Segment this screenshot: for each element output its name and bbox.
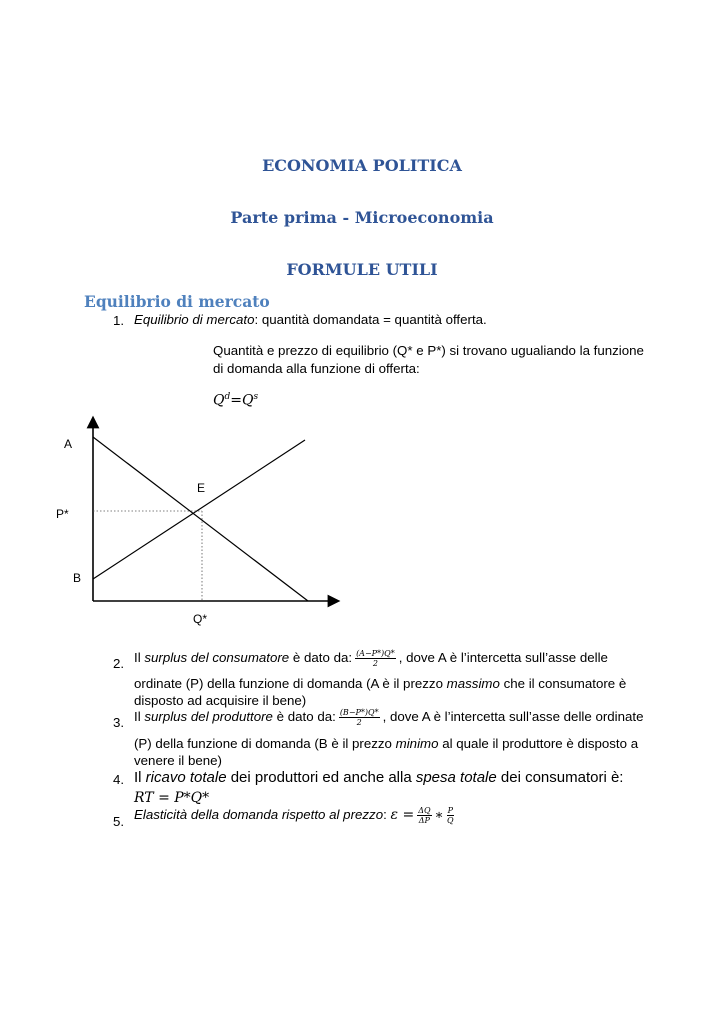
item3-mid: è dato da: xyxy=(272,709,336,725)
subtitle: FORMULE UTILI xyxy=(286,260,438,279)
item2-post: , dove A è l’intercetta sull’asse delle xyxy=(398,650,608,666)
item1-term: Equilibrio di mercato xyxy=(134,312,255,327)
item4-pre: Il xyxy=(134,769,146,786)
item3-line2 xyxy=(134,735,638,753)
epsilon-equals: ε = xyxy=(390,807,415,824)
item3-term: surplus del produttore xyxy=(144,709,273,725)
item1-rest: : quantità domandata = quantità offerta. xyxy=(254,312,487,327)
item-number: 4. xyxy=(113,772,125,787)
document-title: ECONOMIA POLITICA xyxy=(262,156,462,175)
elasticity-fraction-1 xyxy=(417,806,431,825)
item3-line1 xyxy=(134,708,644,727)
item2-line2 xyxy=(134,675,626,693)
item2-line1 xyxy=(134,649,608,668)
item4-line1 xyxy=(134,769,623,787)
item2-pre: Il xyxy=(134,650,145,666)
item4-term2: spesa totale xyxy=(415,769,497,786)
item3-pre: Il xyxy=(134,709,145,725)
frac-numerator: ΔQ xyxy=(418,806,431,815)
item3-post: , dove A è l’intercetta sull’asse delle ordinate xyxy=(382,709,644,725)
label-a: A xyxy=(64,437,73,451)
consumer-surplus-fraction xyxy=(355,649,396,668)
frac-denominator: ΔP xyxy=(418,816,430,825)
item5-colon: : xyxy=(383,807,387,823)
item5-line1 xyxy=(134,806,457,825)
label-e: E xyxy=(197,481,206,495)
label-qstar: Q* xyxy=(193,612,208,626)
total-revenue-formula: RT = P*Q* xyxy=(134,790,210,806)
formula-d: d xyxy=(224,392,231,402)
frac-numerator: P xyxy=(447,806,453,815)
elasticity-fraction-2 xyxy=(447,806,454,825)
part-title: Parte prima - Microeconomia xyxy=(230,208,494,227)
item1-paragraph-line1: Quantità e prezzo di equilibrio (Q* e P*) si trovano ugualiando la funzione xyxy=(213,343,644,358)
item1-paragraph-line2: di domanda alla funzione di offerta: xyxy=(213,361,420,376)
item2-line2-text: ordinate (P) della funzione di domanda (A è il prezzo xyxy=(134,676,447,691)
item4-mid: dei produttori ed anche alla xyxy=(226,769,416,786)
item2-mid: è dato da: xyxy=(289,650,353,666)
item-number: 3. xyxy=(113,715,125,730)
frac-numerator: (B−P*)Q* xyxy=(339,708,379,717)
label-b: B xyxy=(73,571,82,585)
label-pstar: P* xyxy=(56,507,69,521)
item2-line2-post: che il consumatore è xyxy=(499,676,627,691)
item-number: 1. xyxy=(113,313,125,328)
item3-line3: venere il bene) xyxy=(134,753,222,768)
demand-curve xyxy=(93,437,308,601)
frac-numerator: (A−P*)Q* xyxy=(356,649,395,658)
item3-line2-text: (P) della funzione di domanda (B è il prezzo xyxy=(134,736,396,751)
frac-denominator: 2 xyxy=(372,659,378,668)
formula-eq: =Q xyxy=(230,392,254,409)
section-heading: Equilibrio di mercato xyxy=(84,292,270,311)
frac-denominator: 2 xyxy=(356,718,362,727)
formula-q: Q xyxy=(213,392,225,409)
item4-post: dei consumatori è: xyxy=(496,769,624,786)
item4-term: ricavo totale xyxy=(145,769,227,786)
item-number: 5. xyxy=(113,814,125,829)
item5-term: Elasticità della domanda rispetto al prezzo xyxy=(134,807,384,823)
item2-term: surplus del consumatore xyxy=(144,650,290,666)
item2-line2-em: massimo xyxy=(446,676,500,691)
item3-line2-em: minimo xyxy=(395,736,439,751)
item3-line2-post: al quale il produttore è disposto a xyxy=(438,736,639,751)
formula-s: s xyxy=(253,392,259,402)
item-number: 2. xyxy=(113,656,125,671)
times-symbol: ∗ xyxy=(434,808,444,824)
frac-denominator: Q xyxy=(447,816,454,825)
producer-surplus-fraction xyxy=(339,708,380,727)
item2-line3: disposto ad acquisire il bene) xyxy=(134,693,307,708)
